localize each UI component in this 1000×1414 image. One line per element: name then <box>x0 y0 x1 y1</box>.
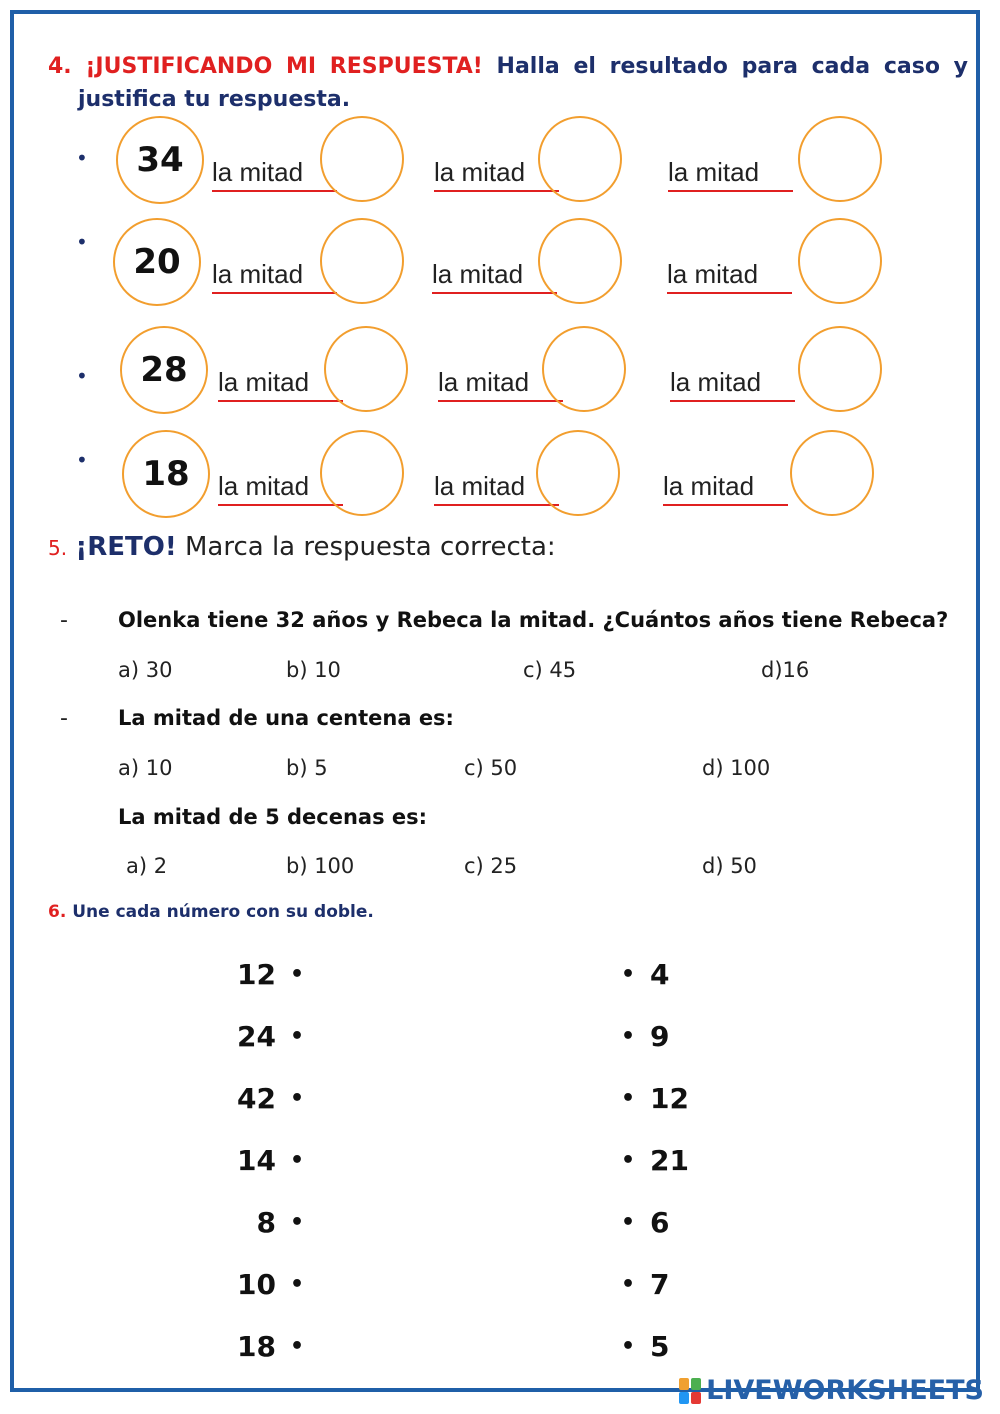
left-match-dot[interactable]: • <box>290 1024 305 1049</box>
left-number: 12 <box>237 958 276 991</box>
question-3-option-c[interactable]: c) 25 <box>464 854 518 878</box>
answer-circle[interactable] <box>538 218 622 304</box>
la-mitad-label: la mitad <box>212 260 337 294</box>
answer-circle[interactable] <box>798 116 882 202</box>
right-match-dot[interactable]: • <box>621 1210 636 1235</box>
la-mitad-label: la mitad <box>670 368 795 402</box>
left-number: 8 <box>256 1206 276 1239</box>
left-number: 24 <box>237 1020 276 1053</box>
left-number: 42 <box>237 1082 276 1115</box>
question-1-option-c[interactable]: c) 45 <box>523 658 577 682</box>
question-3-option-a[interactable]: a) 2 <box>126 854 168 878</box>
question-2-option-b[interactable]: b) 5 <box>286 756 328 780</box>
right-match-dot[interactable]: • <box>621 1024 636 1049</box>
logo-icon <box>678 1377 702 1405</box>
la-mitad-label: la mitad <box>434 158 559 192</box>
la-mitad-label: la mitad <box>218 472 343 506</box>
answer-circle[interactable] <box>320 218 404 304</box>
right-number: 9 <box>650 1020 670 1053</box>
la-mitad-label: la mitad <box>212 158 337 192</box>
question-2-dash: - <box>60 706 68 731</box>
left-number: 14 <box>237 1144 276 1177</box>
question-2-option-d[interactable]: d) 100 <box>702 756 771 780</box>
answer-circle[interactable] <box>538 116 622 202</box>
la-mitad-label: la mitad <box>432 260 557 294</box>
section-5-title: ¡RETO! <box>75 532 177 562</box>
right-match-dot[interactable]: • <box>621 1148 636 1173</box>
row-bullet: • <box>76 146 88 170</box>
answer-circle[interactable] <box>542 326 626 412</box>
right-number: 12 <box>650 1082 689 1115</box>
la-mitad-label: la mitad <box>434 472 559 506</box>
start-number-circle: 20 <box>113 218 201 306</box>
section-6-header <box>48 902 374 922</box>
left-match-dot[interactable]: • <box>290 962 305 987</box>
answer-circle[interactable] <box>798 326 882 412</box>
left-match-dot[interactable]: • <box>290 1148 305 1173</box>
row-bullet: • <box>76 230 88 254</box>
la-mitad-label: la mitad <box>438 368 563 402</box>
right-number: 5 <box>650 1330 670 1363</box>
answer-circle[interactable] <box>320 430 404 516</box>
section-4-title: ¡JUSTIFICANDO MI RESPUESTA! <box>85 54 483 79</box>
question-2-option-a[interactable]: a) 10 <box>118 756 173 780</box>
question-2-text: La mitad de una centena es: <box>118 706 454 730</box>
right-match-dot[interactable]: • <box>621 1272 636 1297</box>
section-4-header <box>48 50 968 116</box>
answer-circle[interactable] <box>320 116 404 202</box>
answer-circle[interactable] <box>536 430 620 516</box>
right-match-dot[interactable]: • <box>621 1334 636 1359</box>
la-mitad-label: la mitad <box>667 260 792 294</box>
left-match-dot[interactable]: • <box>290 1272 305 1297</box>
right-number: 21 <box>650 1144 689 1177</box>
section-4-number: 4. <box>48 54 72 79</box>
question-3-text: La mitad de 5 decenas es: <box>118 805 428 829</box>
answer-circle[interactable] <box>324 326 408 412</box>
right-number: 7 <box>650 1268 670 1301</box>
row-bullet: • <box>76 364 88 388</box>
question-3-option-b[interactable]: b) 100 <box>286 854 355 878</box>
left-number: 18 <box>237 1330 276 1363</box>
right-match-dot[interactable]: • <box>621 1086 636 1111</box>
answer-circle[interactable] <box>798 218 882 304</box>
question-1-option-b[interactable]: b) 10 <box>286 658 341 682</box>
section-6-instruction: Une cada número con su doble. <box>72 902 374 922</box>
start-number-circle: 34 <box>116 116 204 204</box>
section-4-instruction-2: justifica tu respuesta. <box>78 87 351 112</box>
question-1-dash: - <box>60 608 68 633</box>
section-4-instruction-1: Halla el resultado para cada caso y <box>496 54 968 79</box>
right-number: 6 <box>650 1206 670 1239</box>
section-5-header <box>48 532 556 562</box>
start-number-circle: 18 <box>122 430 210 518</box>
left-match-dot[interactable]: • <box>290 1210 305 1235</box>
logo-text: LIVEWORKSHEETS <box>706 1375 984 1406</box>
section-6-number: 6. <box>48 902 67 922</box>
question-3-option-d[interactable]: d) 50 <box>702 854 757 878</box>
row-bullet: • <box>76 448 88 472</box>
left-match-dot[interactable]: • <box>290 1334 305 1359</box>
left-number: 10 <box>237 1268 276 1301</box>
start-number-circle: 28 <box>120 326 208 414</box>
right-number: 4 <box>650 958 670 991</box>
question-1-option-d[interactable]: d)16 <box>761 658 810 682</box>
question-2-option-c[interactable]: c) 50 <box>464 756 518 780</box>
section-5-number: 5. <box>48 536 68 560</box>
liveworksheets-logo <box>678 1375 984 1406</box>
question-1-text: Olenka tiene 32 años y Rebeca la mitad. ¿Cuántos años tiene Rebeca? <box>118 608 949 632</box>
right-match-dot[interactable]: • <box>621 962 636 987</box>
la-mitad-label: la mitad <box>218 368 343 402</box>
section-5-instruction: Marca la respuesta correcta: <box>176 532 556 562</box>
question-1-option-a[interactable]: a) 30 <box>118 658 173 682</box>
la-mitad-label: la mitad <box>663 472 788 506</box>
left-match-dot[interactable]: • <box>290 1086 305 1111</box>
la-mitad-label: la mitad <box>668 158 793 192</box>
answer-circle[interactable] <box>790 430 874 516</box>
